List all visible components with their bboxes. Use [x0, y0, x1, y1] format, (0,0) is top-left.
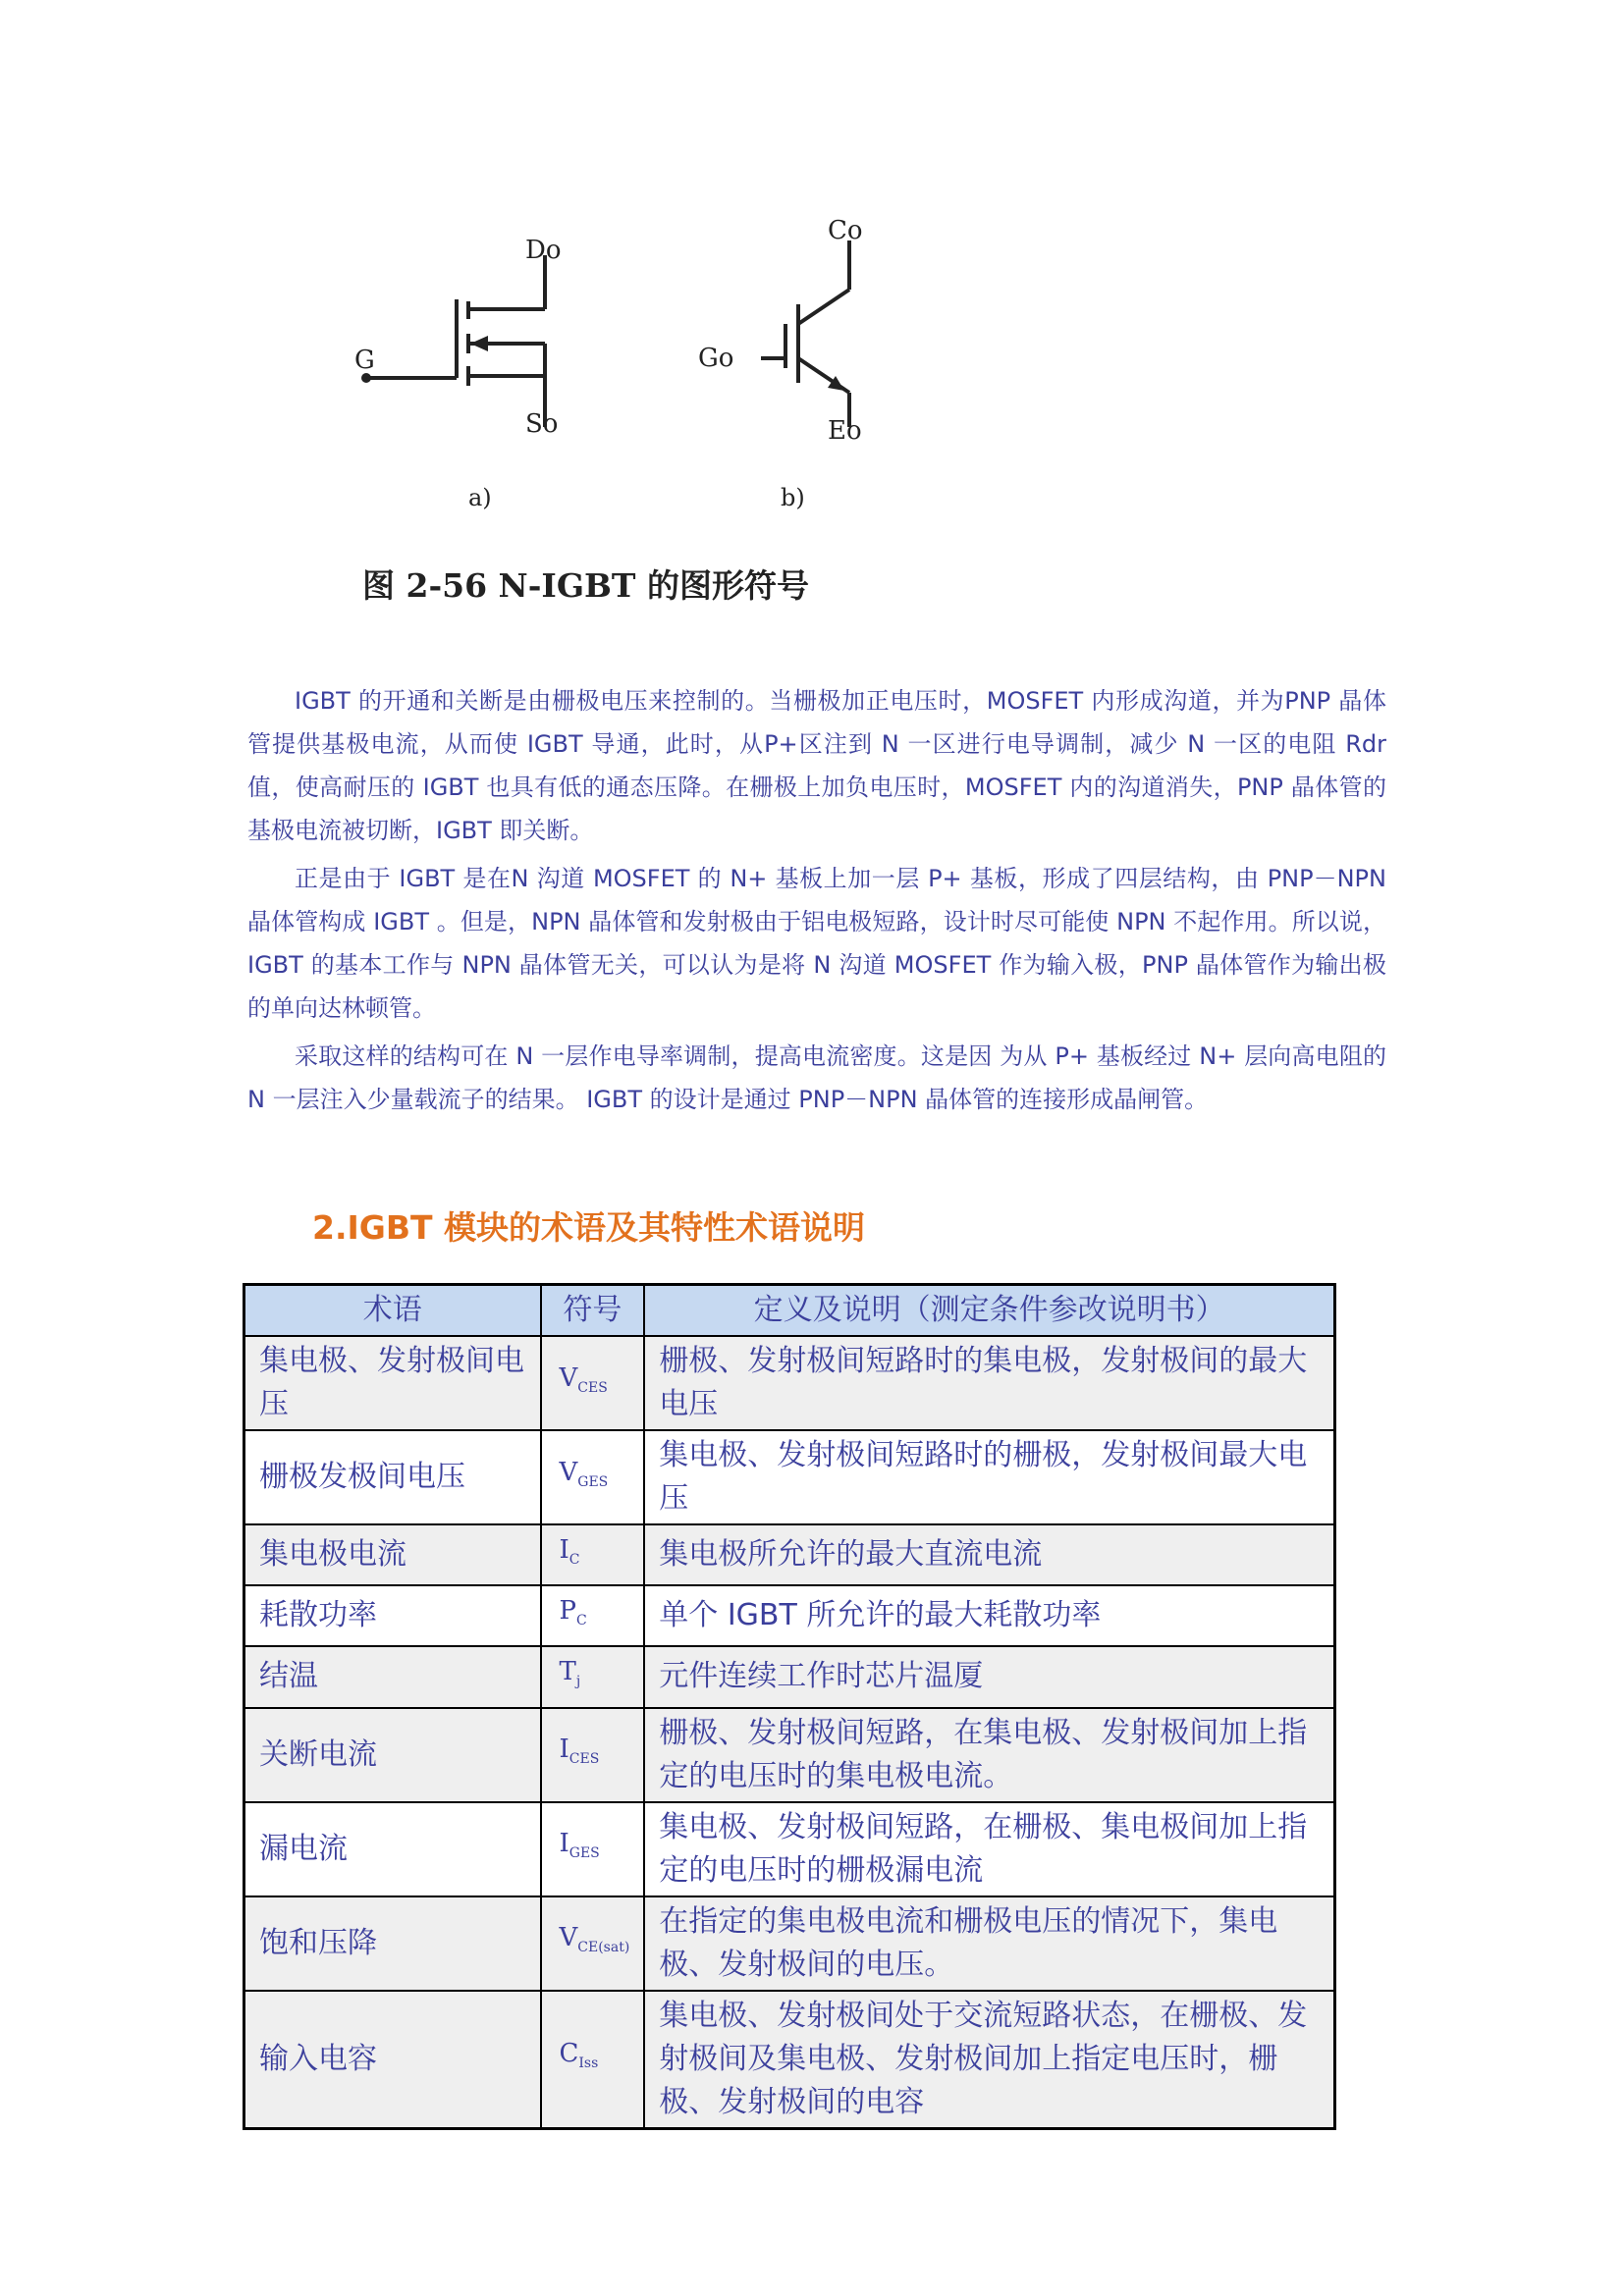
table-row	[244, 1896, 1335, 1991]
symbol-cell: $C_{Iss}$	[541, 1991, 645, 2129]
term-cell: 结温	[244, 1646, 541, 1707]
mosfet-symbol	[363, 255, 545, 427]
table-row	[244, 1991, 1335, 2129]
symbol-cell: $V_{GES}$	[541, 1430, 645, 1524]
label-source: So	[525, 409, 559, 439]
symbol-diagram	[349, 211, 898, 623]
table-row	[244, 1646, 1335, 1707]
term-cell: 耗散功率	[244, 1585, 541, 1646]
terms-table	[243, 1283, 1336, 2130]
term-cell: 输入电容	[244, 1991, 541, 2129]
label-collector: Co	[828, 216, 863, 245]
section-title: 2.IGBT 模块的术语及其特性术语说明	[312, 1208, 866, 1247]
figure-caption: 图 2-56 N-IGBT 的图形符号	[362, 566, 809, 605]
definition-cell: 栅极、发射极间短路时的集电极，发射极间的最大电压	[644, 1336, 1334, 1430]
term-cell: 集电极、发射极间电压	[244, 1336, 541, 1430]
header-symbol: 符号	[541, 1285, 645, 1337]
label-gate-a: G	[354, 346, 375, 375]
igbt-symbol	[761, 240, 849, 427]
header-definition: 定义及说明（测定条件参改说明书）	[644, 1285, 1334, 1337]
term-cell: 漏电流	[244, 1802, 541, 1896]
table-row	[244, 1802, 1335, 1896]
header-term: 术语	[244, 1285, 541, 1337]
symbol-cell: $I_C$	[541, 1524, 645, 1585]
term-cell: 饱和压降	[244, 1896, 541, 1991]
symbol-cell: $I_{CES}$	[541, 1708, 645, 1802]
definition-cell: 集电极、发射极间短路，在栅极、集电极间加上指定的电压时的栅极漏电流	[644, 1802, 1334, 1896]
definition-cell: 栅极、发射极间短路，在集电极、发射极间加上指定的电压时的集电极电流。	[644, 1708, 1334, 1802]
term-cell: 栅极发极间电压	[244, 1430, 541, 1524]
paragraph-1: IGBT 的开通和关断是由栅极电压来控制的。当栅极加正电压时，MOSFET 内形成沟道，并为PNP 晶体管提供基极电流，从而使 IGBT 导通，此时，从P+区注到 N 一区进行电导调制，减少 N 一区的电阻 Rdr 值，使高耐压的 IGBT 也具有低的通态压降。在栅极上加负电压时，MOSFET 内的沟道消失，PNP 晶体管的基极电流被切断，IGBT 即关断。	[247, 687, 1386, 844]
term-cell: 关断电流	[244, 1708, 541, 1802]
label-gate-b: Go	[698, 344, 734, 373]
symbol-cell: $V_{CES}$	[541, 1336, 645, 1430]
definition-cell: 集电极、发射极间短路时的栅极，发射极间最大电压	[644, 1430, 1334, 1524]
subfigure-b-label: b)	[781, 484, 805, 511]
table-header-row	[244, 1285, 1335, 1337]
term-cell: 集电极电流	[244, 1524, 541, 1585]
symbol-cell: $V_{CE(sat)}$	[541, 1896, 645, 1991]
definition-cell: 在指定的集电极电流和栅极电压的情况下，集电极、发射极间的电压。	[644, 1896, 1334, 1991]
symbol-cell: $I_{GES}$	[541, 1802, 645, 1896]
label-emitter: Eo	[828, 416, 862, 446]
table-row	[244, 1430, 1335, 1524]
symbol-cell: $T_j$	[541, 1646, 645, 1707]
definition-cell: 单个 IGBT 所允许的最大耗散功率	[644, 1585, 1334, 1646]
symbol-cell: $P_C$	[541, 1585, 645, 1646]
label-drain: Do	[525, 236, 562, 265]
table-row	[244, 1524, 1335, 1585]
mosfet-arrow	[470, 336, 488, 351]
subfigure-a-label: a)	[468, 484, 492, 511]
igbt-symbol-figure	[349, 211, 898, 623]
definition-cell: 元件连续工作时芯片温厦	[644, 1646, 1334, 1707]
definition-cell: 集电极所允许的最大直流电流	[644, 1524, 1334, 1585]
body-text	[247, 679, 1386, 1126]
table-row	[244, 1585, 1335, 1646]
paragraph-3: 采取这样的结构可在 N 一层作电导率调制，提高电流密度。这是因 为从 P+ 基板经过 N+ 层向高电阻的 N 一层注入少量载流子的结果。 IGBT 的设计是通过 PNP－NPN 晶体管的连接形成晶闸管。	[247, 1042, 1386, 1113]
definition-cell: 集电极、发射极间处于交流短路状态，在栅极、发射极间及集电极、发射极间加上指定电压时，栅极、发射极间的电容	[644, 1991, 1334, 2129]
table-row	[244, 1336, 1335, 1430]
paragraph-2: 正是由于 IGBT 是在N 沟道 MOSFET 的 N+ 基板上加一层 P+ 基板，形成了四层结构，由 PNP－NPN 晶体管构成 IGBT 。但是，NPN 晶体管和发射极由于铝电极短路，设计时尽可能使 NPN 不起作用。所以说， IGBT 的基本工作与 NPN 晶体管无关，可以认为是将 N 沟道 MOSFET 作为输入极，PNP 晶体管作为输出极的单向达林顿管。	[247, 865, 1386, 1022]
table-row	[244, 1708, 1335, 1802]
